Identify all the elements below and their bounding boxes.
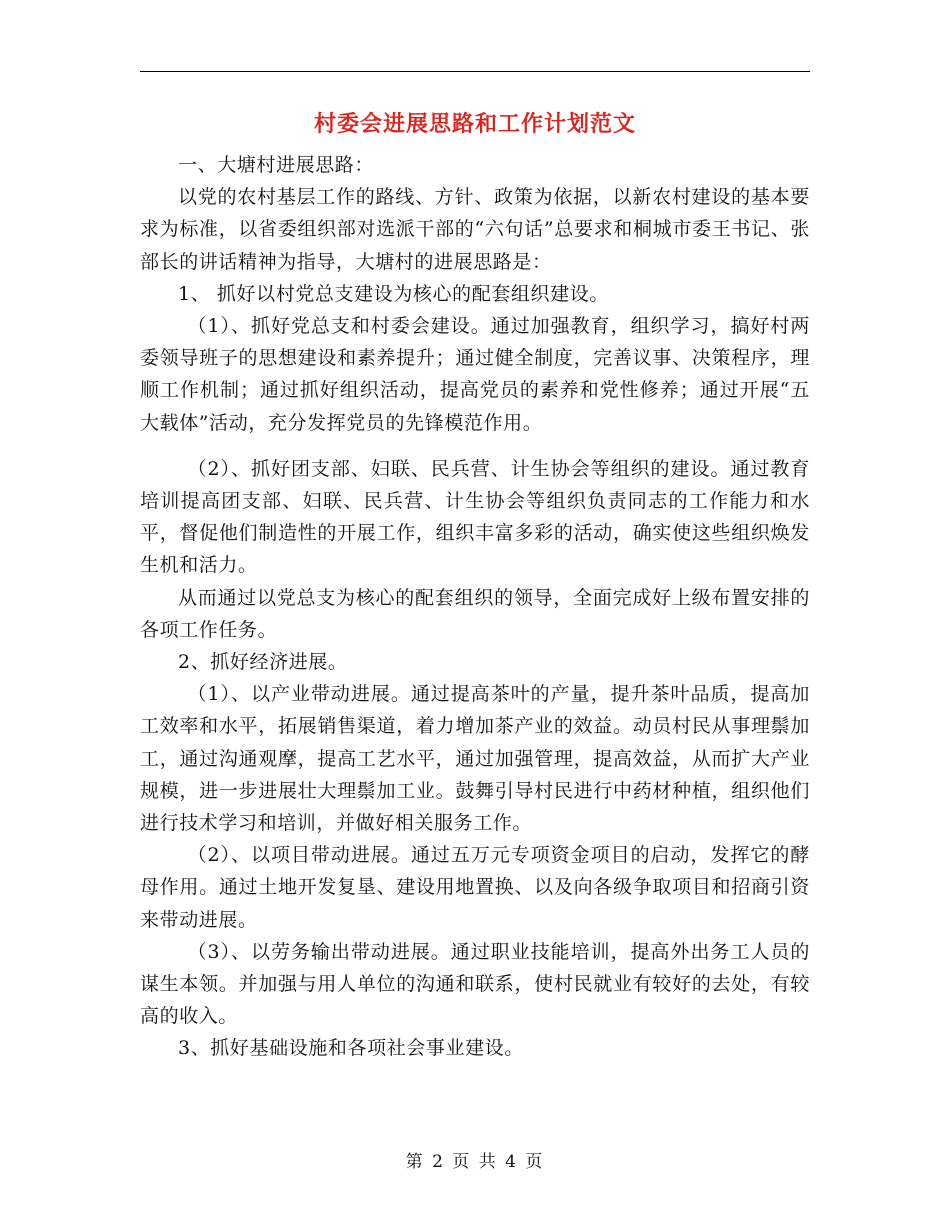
paragraph-item-heading: 3、抓好基础设施和各项社会事业建设。 [178,1037,524,1060]
document-title: 村委会进展思路和工作计划范文 [313,111,636,137]
paragraph-item-heading: 1、 抓好以村党总支建设为核心的配套组织建设。 [178,282,609,305]
paragraph: （1）、以产业带动进展。通过提高茶叶的产量，提升茶叶品质，提高加工效率和水平，拓展销售渠道，着力增加茶产业的效益。动员村民从事理鬃加工，通过沟通观摩，提高工艺水平，通过加强管理，提高效益，从而扩大产业规模，进一步进展壮大理鬃加工业。鼓舞引导村民进行中药材种植，组织他们进行技术学习和培训，并做好相关服务工作。 [140,683,810,835]
paragraph: （2）、以项目带动进展。通过五万元专项资金项目的启动，发挥它的酵母作用。通过土地开发复垦、建设用地置换、以及向各级争取项目和招商引资来带动进展。 [140,844,810,931]
document-body [140,149,810,1065]
paragraph-gap [140,439,810,453]
header-rule [140,71,810,72]
paragraph: （1）、抓好党总支和村委会建设。通过加强教育，组织学习，搞好村两委领导班子的思想建设和素养提升；通过健全制度，完善议事、决策程序，理顺工作机制；通过抓好组织活动，提高党员的素养和党性修养；通过开展“五大载体”活动，充分发挥党员的先锋模范作用。 [140,315,810,434]
paragraph: 从而通过以党总支为核心的配套组织的领导，全面完成好上级布置安排的各项工作任务。 [140,586,810,641]
paragraph: （3）、以劳务输出带动进展。通过职业技能培训，提高外出务工人员的谋生本领。并加强与用人单位的沟通和联系，使村民就业有较好的去处，有较高的收入。 [140,940,810,1028]
paragraph-section-heading: 一、大塘村进展思路： [178,154,375,176]
page-number-footer: 第 2 页 共 4 页 [405,1152,545,1172]
paragraph: （2）、抓好团支部、妇联、民兵营、计生协会等组织的建设。通过教育培训提高团支部、妇联、民兵营、计生协会等组织负责同志的工作能力和水平，督促他们制造性的开展工作，组织丰富多彩的活动，确实使这些组织焕发生机和活力。 [140,457,810,577]
paragraph-item-heading: 2、抓好经济进展。 [178,651,348,674]
paragraph: 以党的农村基层工作的路线、方针、政策为依据，以新农村建设的基本要求为标准，以省委组织部对选派干部的“六句话”总要求和桐城市委王书记、张部长的讲话精神为指导，大塘村的进展思路是： [140,186,810,273]
